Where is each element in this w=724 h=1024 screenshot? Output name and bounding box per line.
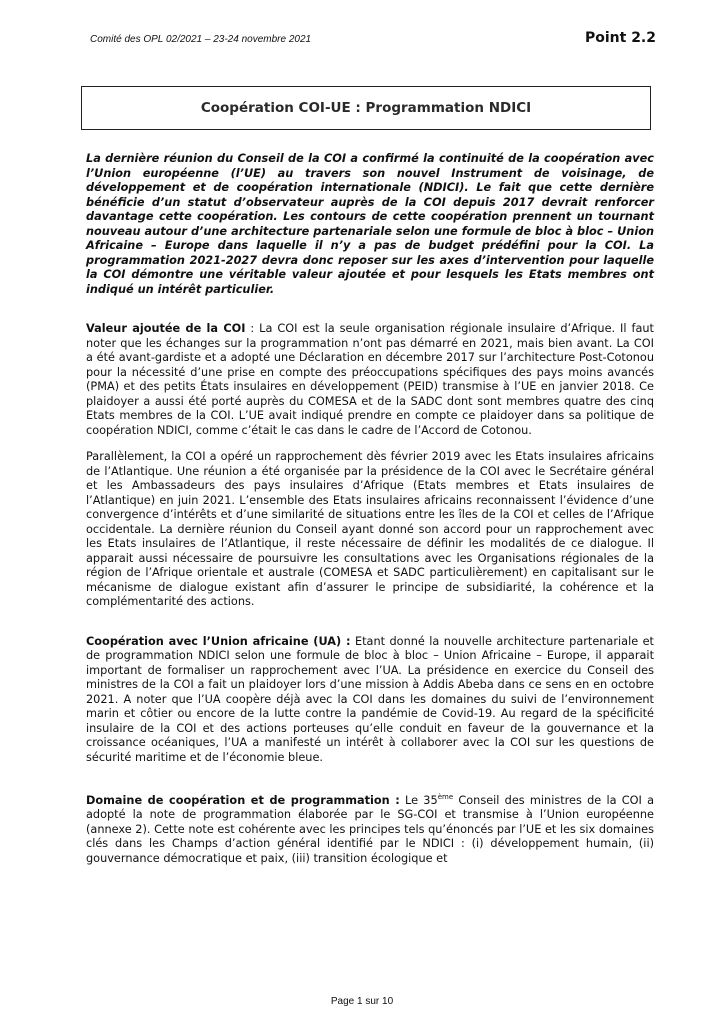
section-heading: Coopération avec l’Union africaine (UA) : (86, 634, 351, 648)
document-body (86, 152, 654, 878)
section-heading: Valeur ajoutée de la COI (86, 322, 246, 335)
ordinal-superscript: ème (437, 793, 454, 801)
section-union-africaine (86, 635, 654, 766)
section-text-lead-in: Le 35 (399, 793, 438, 807)
section-valeur-ajoutee (86, 322, 654, 438)
section-domaine-cooperation (86, 790, 654, 866)
meeting-reference: Comité des OPL 02/2021 – 23-24 novembre 2021 (90, 34, 312, 45)
agenda-point: Point 2.2 (584, 30, 656, 46)
section-text: Etant donné la nouvelle architecture partenariale et de programmation NDICI selon une formule de bloc à bloc – Union Africaine – Europe, il apparait important de formaliser un rapprochement avec l’UA. La présidence en exercice du Conseil des ministres de la COI a fait un plaidoyer lors d’une mission à Addis Abeba dans ce sens en en octobre 2021. A noter que l’UA coopère déjà avec la COI dans les domaines du suivi de l’environnement marin et côtier ou encore de la lutte contre la pandémie de Covid-19. Au regard de la spécificité insulaire de la COI et des actions porteuses qu’elle conduit en faveur de la gouvernance et la croissance océaniques, l’UA a manifesté un intérêt à collaborer avec la COI sur les questions de sécurité maritime et de l’économie bleue. (86, 634, 654, 764)
document-title: Coopération COI-UE : Programmation NDICI (200, 100, 532, 116)
section-text: : La COI est la seule organisation régionale insulaire d’Afrique. Il faut noter que les échanges sur la programmation n’ont pas démarré en 2021, mais bien avant. La COI a été avant-gardiste et a adopté une Déclaration en décembre 2017 sur l’architecture Post-Cotonou pour la nécessité d’une prise en compte des préoccupations spécifiques des pays moins avancés (PMA) et des petits États insulaires en développement (PEID) transmise à l’UE en janvier 2018. Ce plaidoyer a aussi été porté auprès du COMESA et de la SADC dont sont membres quatre des cinq Etats membres de la COI. L’UE avait indiqué prendre en compte ce plaidoyer dans sa politique de coopération NDICI, comme c’était le cas dans le cadre de l’Accord de Cotonou. (86, 322, 654, 437)
intro-paragraph: La dernière réunion du Conseil de la COI a confirmé la continuité de la coopération avec l’Union européenne (l’UE) au travers son nouvel Instrument de voisinage, de développement et de coopération internationale (NDICI). Le fait que cette dernière bénéficie d’un statut d’observateur auprès de la COI depuis 2017 devrait renforcer davantage cette coopération. Les contours de cette coopération prennent un tournant nouveau autour d’une architecture partenariale selon une formule de bloc à bloc – Union Africaine – Europe dans laquelle il n’y a pas de budget prédéfini pour la COI. La programmation 2021-2027 devra donc reposer sur les axes d’intervention pour laquelle la COI démontre une véritable valeur ajoutée et pour lesquels les Etats membres ont indiqué un intérêt particulier. (86, 152, 654, 296)
title-box (81, 86, 651, 130)
section-heading: Domaine de coopération et de programmation : (86, 793, 400, 807)
section-text: Conseil des ministres de la COI a adopté la note de programmation élaborée par le SG-COI et transmise à l’Union européenne (annexe 2). Cette note est cohérente avec les principes tels qu’énoncés par l’UE et les six domaines clés dans les Champs d’action général identifié par le NDICI : (i) développement humain, (ii) gouvernance démocratique et paix, (iii) transition écologique et (86, 793, 655, 865)
section-text: Parallèlement, la COI a opéré un rapprochement dès février 2019 avec les Etats insulaires africains de l’Atlantique. Une réunion a été organisée par la présidence de la COI avec le Secrétaire général et les Ambassadeurs des pays insulaires d’Afrique (Etats membres et Etats insulaires de l’Atlantique) en juin 2021. L’ensemble des Etats insulaires africains reconnaissent l’évidence d’une convergence d’intérêts et d’une similarité de situations entre les îles de la COI et celles de l’Afrique occidentale. La dernière réunion du Conseil ayant donné son accord pour un rapprochement avec les Etats insulaires de l’Atlantique, il reste nécessaire de définir les modalités de ce dialogue. Il apparait aussi nécessaire de poursuivre les consultations avec les Organisations régionales de la région de l’Afrique orientale et australe (COMESA et SADC particulièrement) en capitalisant sur le mécanisme de dialogue existant afin d’assurer le principe de subsidiarité, la cohérence et la complémentarité des actions. (86, 450, 654, 608)
page-header (90, 30, 656, 50)
page-number: Page 1 sur 10 (330, 996, 394, 1007)
section-parallelement (86, 450, 654, 610)
